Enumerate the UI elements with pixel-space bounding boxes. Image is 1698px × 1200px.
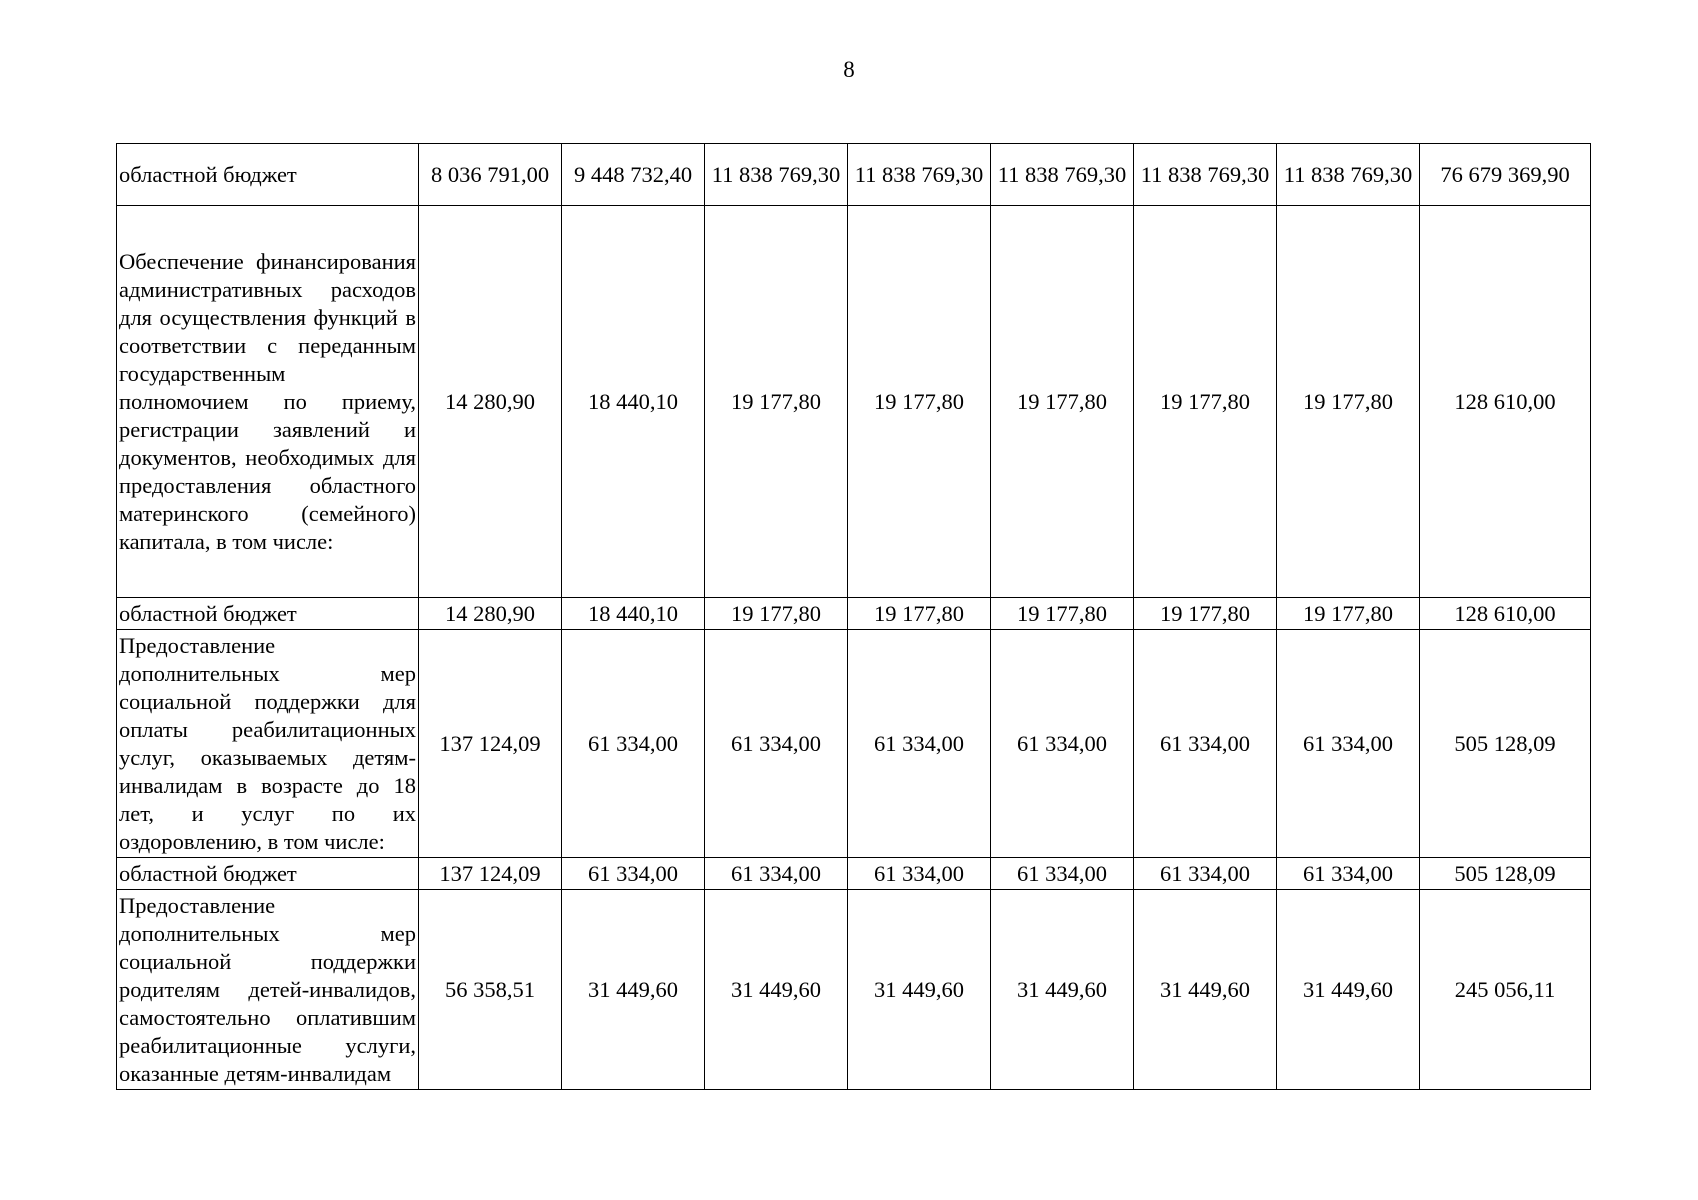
value-cell: 11 838 769,30 [991, 144, 1134, 206]
value-cell: 31 449,60 [991, 890, 1134, 1090]
value-cell: 19 177,80 [1134, 598, 1277, 630]
value-cell: 61 334,00 [1277, 858, 1420, 890]
table-row [117, 890, 1591, 1090]
total-cell: 76 679 369,90 [1420, 144, 1591, 206]
value-cell: 61 334,00 [848, 858, 991, 890]
value-cell: 11 838 769,30 [1277, 144, 1420, 206]
value-cell: 61 334,00 [1134, 630, 1277, 858]
value-cell: 61 334,00 [705, 630, 848, 858]
value-cell: 137 124,09 [419, 630, 562, 858]
value-cell: 61 334,00 [1134, 858, 1277, 890]
value-cell: 19 177,80 [848, 598, 991, 630]
total-cell: 245 056,11 [1420, 890, 1591, 1090]
value-cell: 61 334,00 [848, 630, 991, 858]
row-label: областной бюджет [117, 144, 419, 206]
row-label: областной бюджет [117, 598, 419, 630]
value-cell: 11 838 769,30 [848, 144, 991, 206]
row-label: областной бюджет [117, 858, 419, 890]
value-cell: 56 358,51 [419, 890, 562, 1090]
value-cell: 137 124,09 [419, 858, 562, 890]
value-cell: 31 449,60 [1277, 890, 1420, 1090]
table-row [117, 598, 1591, 630]
budget-table [116, 143, 1591, 1090]
value-cell: 19 177,80 [1134, 206, 1277, 598]
value-cell: 19 177,80 [705, 206, 848, 598]
table-row [117, 630, 1591, 858]
value-cell: 19 177,80 [991, 206, 1134, 598]
value-cell: 14 280,90 [419, 598, 562, 630]
row-label: Обеспечение финансирования административных расходов для осуществления функций в соответствии с переданным государственным полномочием по приему, регистрации заявлений и документов, необходимых для предоставления областного материнского (семейного) капитала, в том числе: [117, 206, 419, 598]
value-cell: 9 448 732,40 [562, 144, 705, 206]
value-cell: 61 334,00 [991, 630, 1134, 858]
table-row [117, 206, 1591, 598]
value-cell: 18 440,10 [562, 206, 705, 598]
value-cell: 31 449,60 [562, 890, 705, 1090]
row-label: Предоставление дополнительных мер социальной поддержки родителям детей-инвалидов, самостоятельно оплатившим реабилитационные услуги, оказанные детям-инвалидам [117, 890, 419, 1090]
page-number: 8 [843, 57, 855, 82]
table-row [117, 858, 1591, 890]
value-cell: 11 838 769,30 [705, 144, 848, 206]
value-cell: 31 449,60 [848, 890, 991, 1090]
value-cell: 61 334,00 [562, 630, 705, 858]
value-cell: 14 280,90 [419, 206, 562, 598]
value-cell: 19 177,80 [1277, 598, 1420, 630]
value-cell: 8 036 791,00 [419, 144, 562, 206]
value-cell: 18 440,10 [562, 598, 705, 630]
row-label: Предоставление дополнительных мер социальной поддержки для оплаты реабилитационных услуг, оказываемых детям-инвалидам в возрасте до 18 лет, и услуг по их оздоровлению, в том числе: [117, 630, 419, 858]
table-row [117, 144, 1591, 206]
total-cell: 505 128,09 [1420, 858, 1591, 890]
value-cell: 19 177,80 [705, 598, 848, 630]
value-cell: 61 334,00 [1277, 630, 1420, 858]
value-cell: 61 334,00 [705, 858, 848, 890]
value-cell: 31 449,60 [705, 890, 848, 1090]
value-cell: 61 334,00 [562, 858, 705, 890]
total-cell: 128 610,00 [1420, 206, 1591, 598]
total-cell: 128 610,00 [1420, 598, 1591, 630]
value-cell: 19 177,80 [848, 206, 991, 598]
value-cell: 19 177,80 [991, 598, 1134, 630]
value-cell: 11 838 769,30 [1134, 144, 1277, 206]
value-cell: 19 177,80 [1277, 206, 1420, 598]
value-cell: 61 334,00 [991, 858, 1134, 890]
value-cell: 31 449,60 [1134, 890, 1277, 1090]
total-cell: 505 128,09 [1420, 630, 1591, 858]
